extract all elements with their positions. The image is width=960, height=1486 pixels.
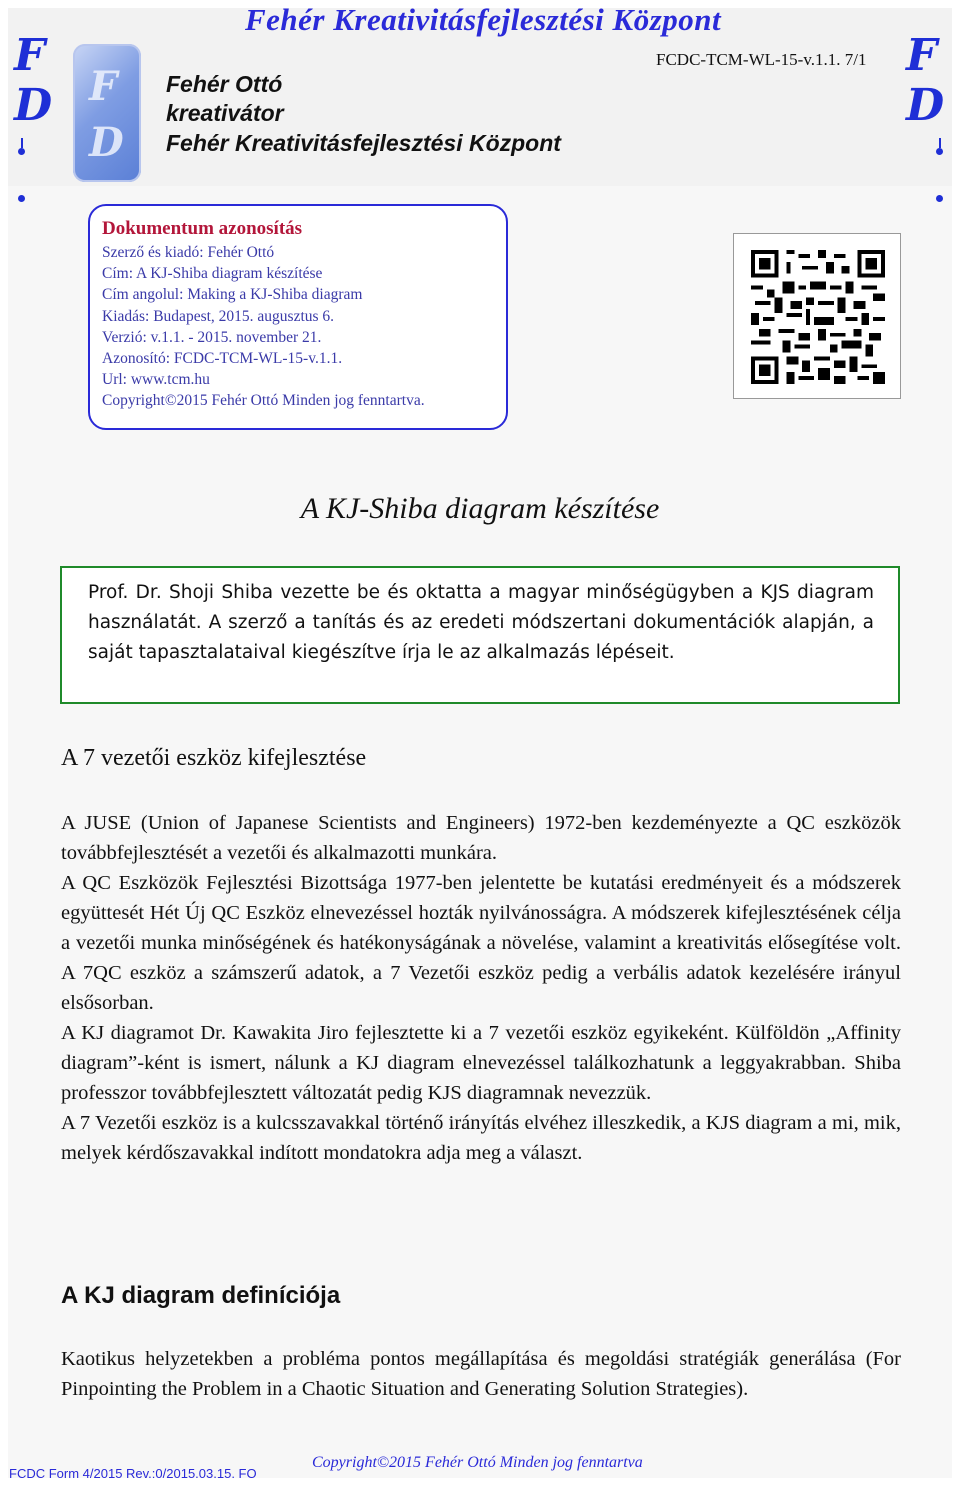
svg-text:F: F bbox=[14, 30, 46, 81]
id-line-identifier: Azonosító: FCDC-TCM-WL-15-v.1.1. bbox=[102, 350, 343, 368]
id-line-title-en: Cím angolul: Making a KJ-Shiba diagram bbox=[102, 286, 363, 304]
section-body-tools bbox=[61, 808, 901, 1168]
svg-text:F: F bbox=[906, 30, 938, 81]
section-heading-tools: A 7 vezetői eszköz kifejlesztése bbox=[61, 745, 367, 771]
monogram-right-icon bbox=[902, 28, 948, 134]
id-line-issue: Kiadás: Budapest, 2015. augusztus 6. bbox=[102, 307, 335, 325]
author-role: kreativátor bbox=[166, 100, 284, 126]
id-line-version: Verzió: v.1.1. - 2015. november 21. bbox=[102, 328, 322, 346]
id-line-title: Cím: A KJ-Shiba diagram készítése bbox=[102, 265, 323, 283]
right-rail-dot-icon bbox=[936, 195, 943, 202]
svg-text:D: D bbox=[89, 119, 124, 166]
footer-copyright: Copyright©2015 Fehér Ottó Minden jog fenntartva bbox=[312, 1454, 643, 1471]
right-rail-dot-icon bbox=[936, 148, 943, 155]
svg-text:D: D bbox=[14, 80, 53, 128]
id-line-author: Szerző és kiadó: Fehér Ottó bbox=[102, 244, 275, 261]
intro-box bbox=[60, 566, 900, 704]
svg-text:F: F bbox=[89, 63, 118, 110]
id-line-url[interactable]: Url: www.tcm.hu bbox=[102, 371, 210, 389]
document-id-box bbox=[88, 204, 508, 430]
paragraph: A JUSE (Union of Japanese Scientists and Engineers) 1972-ben kezdeményezte a QC eszközök továbbfejlesztését a vezetői és alkalmazotti munkára. bbox=[61, 812, 901, 864]
left-rail-dot-icon bbox=[18, 148, 25, 155]
svg-text:D: D bbox=[906, 80, 945, 128]
right-rail bbox=[939, 138, 941, 148]
document-title: A KJ-Shiba diagram készítése bbox=[300, 492, 660, 525]
section-body-definition bbox=[61, 1344, 901, 1404]
intro-text: Prof. Dr. Shoji Shiba vezette be és oktatta a magyar minőségügyben a KJS diagram használatát. A szerző a tanítás és az eredeti módszertani dokumentációk alapján, a saját tapasztalataival kiegészítve írja le az alkalmazás lépéseit. bbox=[88, 582, 874, 663]
paragraph: A KJ diagramot Dr. Kawakita Jiro fejlesztette ki a 7 vezetői eszköz egyikeként. Külföldön „Affinity diagram”-ként is ismert, nálunk a KJ diagram elnevezéssel találkozhatunk a leggyakrabban. Shiba professzor továbbfejlesztett változatát pedig KJS diagramnak nevezzük. bbox=[61, 1022, 901, 1104]
qr-code-icon bbox=[733, 233, 901, 399]
footer-form-reference: FCDC Form 4/2015 Rev.:0/2015.03.15. FO bbox=[9, 1466, 257, 1481]
id-line-copyright: Copyright©2015 Fehér Ottó Minden jog fenntartva. bbox=[102, 392, 425, 410]
header-top-title: Fehér Kreativitásfejlesztési Központ bbox=[245, 2, 722, 37]
paragraph: A 7 Vezetői eszköz is a kulcsszavakkal történő irányítás elvéhez illeszkedik, a KJS diagram a mi, mik, melyek kérdőszavakkal indított mondatokra adja meg a választ. bbox=[61, 1112, 901, 1164]
author-organization: Fehér Kreativitásfejlesztési Központ bbox=[166, 130, 561, 156]
section-heading-definition: A KJ diagram definíciója bbox=[61, 1282, 341, 1309]
paragraph: A QC Eszközök Fejlesztési Bizottsága 1977-ben jelentette be kutatási eredményeit és a módszerek együttesét Hét Új QC Eszköz elnevezéssel hozták nyilvánosságra. A módszerek kifejlesztésének célja a vezetői munka minőségének és hatékonyságának a növelése, valamint a kreativitás elősegítése volt. A 7QC eszköz a számszerű adatok, a 7 Vezetői eszköz pedig a verbális adatok kezelésére irányul elsősorban. bbox=[61, 872, 901, 1014]
left-rail bbox=[21, 138, 23, 148]
left-rail-dot-icon bbox=[18, 195, 25, 202]
logo-badge-icon bbox=[73, 44, 141, 182]
paragraph: Kaotikus helyzetekben a probléma pontos megállapítása és megoldási stratégiák generálása (For Pinpointing the Problem in a Chaotic Situation and Generating Solution Strategies). bbox=[61, 1348, 901, 1400]
document-reference: FCDC-TCM-WL-15-v.1.1. 7/1 bbox=[656, 50, 867, 69]
monogram-left-icon bbox=[10, 28, 56, 134]
id-box-title: Dokumentum azonosítás bbox=[102, 218, 303, 239]
author-name: Fehér Ottó bbox=[166, 71, 283, 97]
